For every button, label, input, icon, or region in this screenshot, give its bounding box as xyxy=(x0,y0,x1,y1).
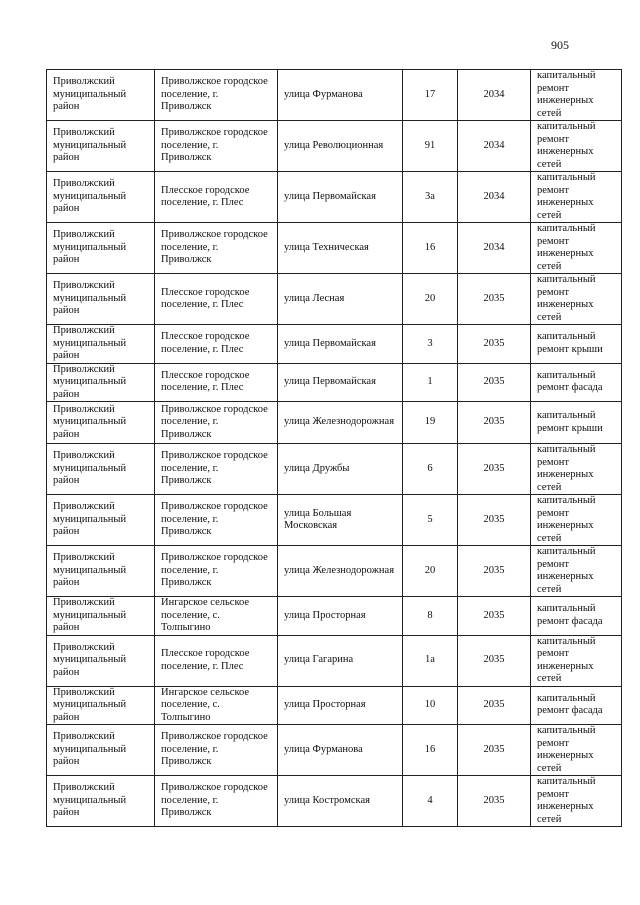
street-cell: улица Первомайская xyxy=(278,172,403,223)
settlement-cell: Приволжское городское поселение, г. Приволжск xyxy=(155,70,278,121)
work-type-cell: капитальный ремонт фасада xyxy=(531,686,622,725)
settlement-cell: Приволжское городское поселение, г. Приволжск xyxy=(155,402,278,444)
table-row xyxy=(47,776,622,827)
district-cell: Приволжский муниципальный район xyxy=(47,495,155,546)
year-cell: 2035 xyxy=(458,495,531,546)
district-cell: Приволжский муниципальный район xyxy=(47,274,155,325)
work-type-cell: капитальный ремонт инженерных сетей xyxy=(531,70,622,121)
house-number-cell: 3а xyxy=(403,172,458,223)
table-row xyxy=(47,725,622,776)
settlement-cell: Приволжское городское поселение, г. Приволжск xyxy=(155,776,278,827)
year-cell: 2035 xyxy=(458,597,531,636)
house-number-cell: 5 xyxy=(403,495,458,546)
district-cell: Приволжский муниципальный район xyxy=(47,444,155,495)
settlement-cell: Плесское городское поселение, г. Плес xyxy=(155,172,278,223)
settlement-cell: Плесское городское поселение, г. Плес xyxy=(155,325,278,364)
table-row xyxy=(47,223,622,274)
street-cell: улица Первомайская xyxy=(278,325,403,364)
year-cell: 2034 xyxy=(458,70,531,121)
work-type-cell: капитальный ремонт инженерных сетей xyxy=(531,635,622,686)
work-type-cell: капитальный ремонт инженерных сетей xyxy=(531,121,622,172)
table-row xyxy=(47,363,622,402)
street-cell: улица Железнодорожная xyxy=(278,402,403,444)
table-row xyxy=(47,686,622,725)
district-cell: Приволжский муниципальный район xyxy=(47,325,155,364)
house-number-cell: 6 xyxy=(403,444,458,495)
street-cell: улица Революционная xyxy=(278,121,403,172)
settlement-cell: Плесское городское поселение, г. Плес xyxy=(155,363,278,402)
table-row xyxy=(47,635,622,686)
district-cell: Приволжский муниципальный район xyxy=(47,223,155,274)
table-row xyxy=(47,444,622,495)
year-cell: 2035 xyxy=(458,686,531,725)
work-type-cell: капитальный ремонт инженерных сетей xyxy=(531,495,622,546)
house-number-cell: 8 xyxy=(403,597,458,636)
year-cell: 2035 xyxy=(458,274,531,325)
house-number-cell: 10 xyxy=(403,686,458,725)
work-type-cell: капитальный ремонт инженерных сетей xyxy=(531,546,622,597)
year-cell: 2035 xyxy=(458,776,531,827)
settlement-cell: Приволжское городское поселение, г. Приволжск xyxy=(155,223,278,274)
housing-repair-table xyxy=(46,69,622,827)
table-row xyxy=(47,274,622,325)
work-type-cell: капитальный ремонт инженерных сетей xyxy=(531,172,622,223)
district-cell: Приволжский муниципальный район xyxy=(47,686,155,725)
work-type-cell: капитальный ремонт инженерных сетей xyxy=(531,223,622,274)
street-cell: улица Костромская xyxy=(278,776,403,827)
work-type-cell: капитальный ремонт инженерных сетей xyxy=(531,444,622,495)
settlement-cell: Приволжское городское поселение, г. Приволжск xyxy=(155,725,278,776)
house-number-cell: 3 xyxy=(403,325,458,364)
street-cell: улица Лесная xyxy=(278,274,403,325)
settlement-cell: Ингарское сельское поселение, с. Толпыгино xyxy=(155,597,278,636)
year-cell: 2034 xyxy=(458,172,531,223)
district-cell: Приволжский муниципальный район xyxy=(47,546,155,597)
street-cell: улица Большая Московская xyxy=(278,495,403,546)
house-number-cell: 1 xyxy=(403,363,458,402)
district-cell: Приволжский муниципальный район xyxy=(47,635,155,686)
house-number-cell: 16 xyxy=(403,223,458,274)
district-cell: Приволжский муниципальный район xyxy=(47,172,155,223)
street-cell: улица Фурманова xyxy=(278,70,403,121)
work-type-cell: капитальный ремонт инженерных сетей xyxy=(531,274,622,325)
house-number-cell: 4 xyxy=(403,776,458,827)
street-cell: улица Гагарина xyxy=(278,635,403,686)
year-cell: 2035 xyxy=(458,363,531,402)
street-cell: улица Железнодорожная xyxy=(278,546,403,597)
year-cell: 2035 xyxy=(458,325,531,364)
settlement-cell: Приволжское городское поселение, г. Приволжск xyxy=(155,121,278,172)
work-type-cell: капитальный ремонт крыши xyxy=(531,402,622,444)
year-cell: 2035 xyxy=(458,444,531,495)
year-cell: 2034 xyxy=(458,223,531,274)
house-number-cell: 16 xyxy=(403,725,458,776)
page-number: 905 xyxy=(551,38,569,52)
district-cell: Приволжский муниципальный район xyxy=(47,121,155,172)
street-cell: улица Фурманова xyxy=(278,725,403,776)
table-row xyxy=(47,172,622,223)
year-cell: 2035 xyxy=(458,402,531,444)
district-cell: Приволжский муниципальный район xyxy=(47,402,155,444)
year-cell: 2034 xyxy=(458,121,531,172)
work-type-cell: капитальный ремонт инженерных сетей xyxy=(531,776,622,827)
settlement-cell: Приволжское городское поселение, г. Приволжск xyxy=(155,546,278,597)
table-body xyxy=(47,70,622,827)
settlement-cell: Приволжское городское поселение, г. Приволжск xyxy=(155,495,278,546)
house-number-cell: 20 xyxy=(403,274,458,325)
settlement-cell: Плесское городское поселение, г. Плес xyxy=(155,635,278,686)
house-number-cell: 1а xyxy=(403,635,458,686)
settlement-cell: Ингарское сельское поселение, с. Толпыгино xyxy=(155,686,278,725)
table-row xyxy=(47,70,622,121)
street-cell: улица Просторная xyxy=(278,597,403,636)
house-number-cell: 91 xyxy=(403,121,458,172)
district-cell: Приволжский муниципальный район xyxy=(47,70,155,121)
table-row xyxy=(47,121,622,172)
house-number-cell: 17 xyxy=(403,70,458,121)
table-row xyxy=(47,325,622,364)
house-number-cell: 20 xyxy=(403,546,458,597)
district-cell: Приволжский муниципальный район xyxy=(47,363,155,402)
settlement-cell: Приволжское городское поселение, г. Приволжск xyxy=(155,444,278,495)
house-number-cell: 19 xyxy=(403,402,458,444)
table-row xyxy=(47,546,622,597)
year-cell: 2035 xyxy=(458,725,531,776)
street-cell: улица Просторная xyxy=(278,686,403,725)
settlement-cell: Плесское городское поселение, г. Плес xyxy=(155,274,278,325)
district-cell: Приволжский муниципальный район xyxy=(47,597,155,636)
district-cell: Приволжский муниципальный район xyxy=(47,725,155,776)
street-cell: улица Техническая xyxy=(278,223,403,274)
year-cell: 2035 xyxy=(458,546,531,597)
work-type-cell: капитальный ремонт фасада xyxy=(531,597,622,636)
work-type-cell: капитальный ремонт крыши xyxy=(531,325,622,364)
work-type-cell: капитальный ремонт фасада xyxy=(531,363,622,402)
table-row xyxy=(47,495,622,546)
table-row xyxy=(47,597,622,636)
work-type-cell: капитальный ремонт инженерных сетей xyxy=(531,725,622,776)
year-cell: 2035 xyxy=(458,635,531,686)
street-cell: улица Первомайская xyxy=(278,363,403,402)
district-cell: Приволжский муниципальный район xyxy=(47,776,155,827)
table-row xyxy=(47,402,622,444)
street-cell: улица Дружбы xyxy=(278,444,403,495)
